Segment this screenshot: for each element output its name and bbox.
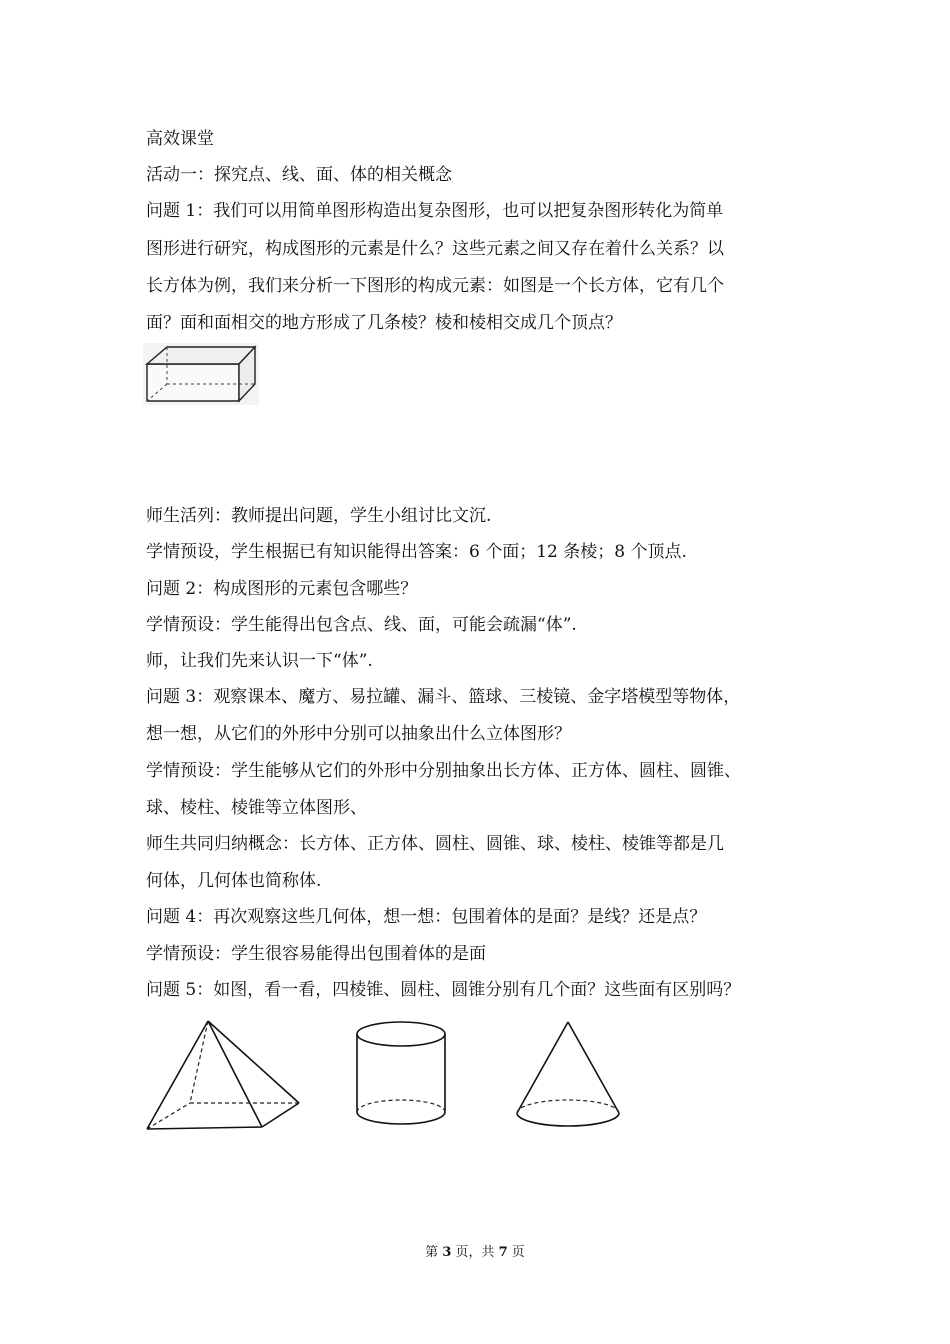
cuboid-figure: [143, 343, 259, 405]
current-page-number: 3: [442, 1245, 452, 1260]
question-1-line-4: 面？面和面相交的地方形成了几条棱？棱和棱相交成几个顶点？: [146, 313, 622, 333]
question-3-line-1: 问题 3：观察课本、魔方、易拉罐、漏斗、篮球、三棱镜、金字塔模型等物体，: [146, 687, 741, 707]
footer-middle: 页，共: [451, 1245, 499, 1260]
preset-answer-1: 学情预设，学生根据已有知识能得出答案：6 个面；12 条棱；8 个顶点.: [146, 542, 687, 562]
cone-figure: [512, 1017, 624, 1131]
page-footer: [0, 1245, 950, 1261]
concept-summary-line-1: 师生共同归纳概念：长方体、正方体、圆柱、圆锥、球、棱柱、棱锥等都是几: [146, 834, 724, 854]
question-4: 问题 4：再次观察这些几何体，想一想：包围着体的是面？是线？还是点？: [146, 907, 707, 927]
preset-answer-2: 学情预设：学生能得出包含点、线、面，可能会疏漏“体”.: [146, 615, 577, 635]
concept-summary-line-2: 何体，几何体也简称体.: [146, 871, 322, 891]
preset-answer-3-line-2: 球、棱柱、棱锥等立体图形、: [146, 798, 367, 818]
teacher-student-activity: 师生活列：教师提出问题，学生小组讨比文沉.: [146, 506, 492, 526]
cylinder-figure: [352, 1017, 452, 1133]
question-5: 问题 5：如图，看一看，四棱锥、圆柱、圆锥分别有几个面？这些面有区别吗？: [146, 980, 741, 1000]
question-1-line-2: 图形进行研究，构成图形的元素是什么？这些元素之间又存在着什么关系？以: [146, 239, 724, 259]
preset-answer-3-line-1: 学情预设：学生能够从它们的外形中分别抽象出长方体、正方体、圆柱、圆锥、: [146, 761, 741, 781]
activity-one-title: 活动一：探究点、线、面、体的相关概念: [146, 165, 452, 185]
question-3-line-2: 想一想，从它们的外形中分别可以抽象出什么立体图形？: [146, 724, 571, 744]
heading-efficient-class: 高效课堂: [146, 129, 214, 149]
footer-suffix: 页: [507, 1245, 525, 1260]
question-1-line-1: 问题 1：我们可以用简单图形构造出复杂图形，也可以把复杂图形转化为简单: [146, 201, 724, 221]
footer-prefix: 第: [425, 1245, 443, 1260]
question-1-line-3: 长方体为例，我们来分析一下图形的构成元素：如图是一个长方体，它有几个: [146, 276, 724, 296]
square-pyramid-figure: [143, 1017, 303, 1135]
preset-answer-4: 学情预设：学生很容易能得出包围着体的是面: [146, 944, 486, 964]
total-page-number: 7: [498, 1245, 508, 1260]
teacher-intro-solid: 师，让我们先来认识一下“体”.: [146, 651, 373, 671]
question-2: 问题 2：构成图形的元素包含哪些？: [146, 579, 418, 599]
